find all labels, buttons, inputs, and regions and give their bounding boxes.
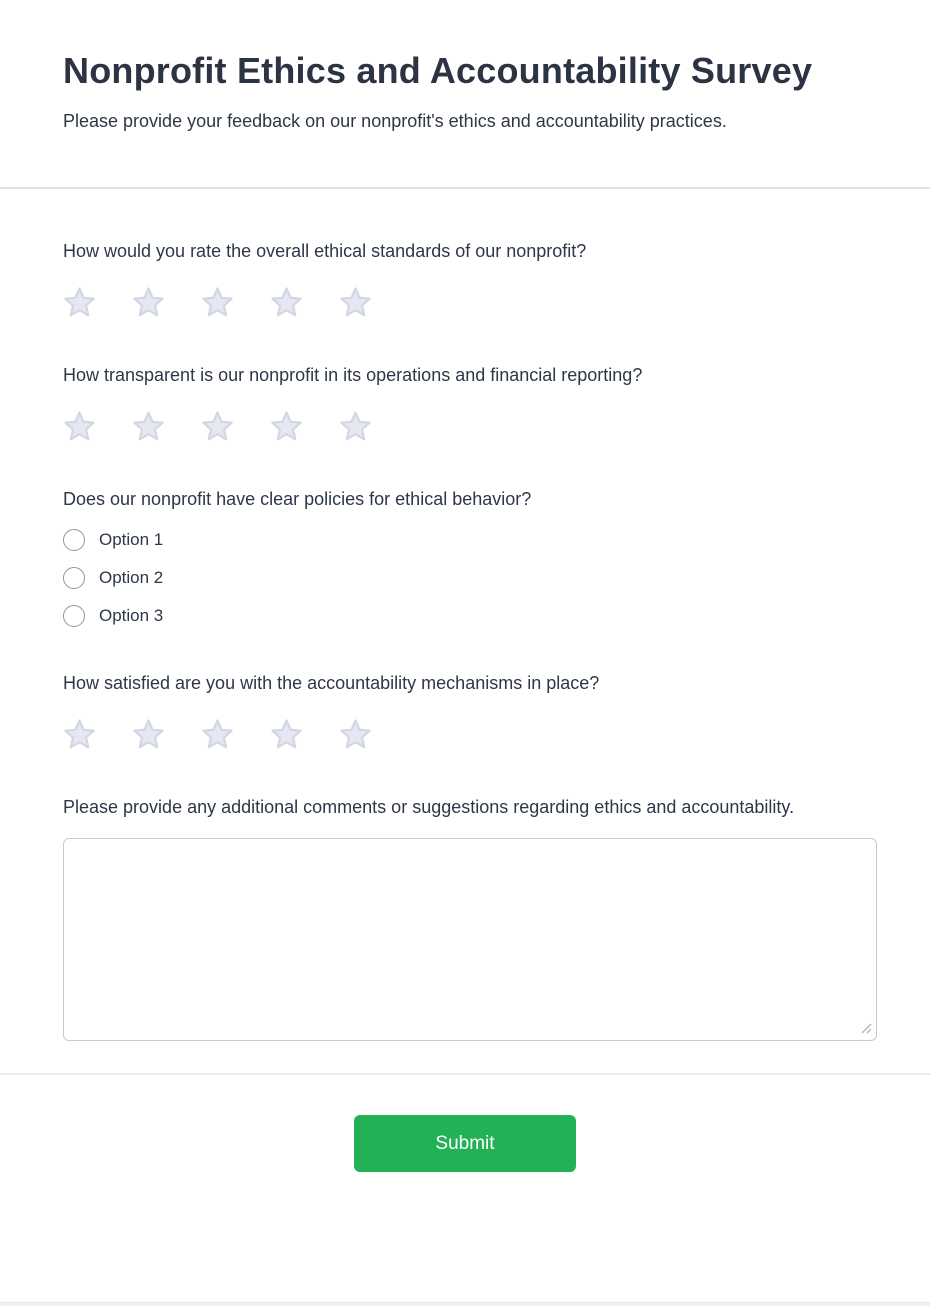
- survey-footer: [0, 1073, 930, 1219]
- star-rating-group: [63, 410, 867, 443]
- star-icon[interactable]: [270, 286, 303, 319]
- star-icon[interactable]: [339, 410, 372, 443]
- page-bottom-edge: [0, 1302, 930, 1306]
- star-rating-group: [63, 718, 867, 751]
- star-icon[interactable]: [201, 718, 234, 751]
- radio-button-icon[interactable]: [63, 529, 85, 551]
- page-title: Nonprofit Ethics and Accountability Survey: [63, 50, 813, 91]
- star-icon[interactable]: [63, 718, 96, 751]
- question-label: How transparent is our nonprofit in its operations and financial reporting?: [63, 365, 643, 385]
- radio-option-label: Option 1: [99, 530, 164, 549]
- radio-option-1[interactable]: [63, 529, 867, 551]
- star-icon[interactable]: [339, 286, 372, 319]
- star-icon[interactable]: [132, 286, 165, 319]
- radio-option-label: Option 2: [99, 568, 164, 587]
- star-icon[interactable]: [132, 718, 165, 751]
- comments-textarea-wrap: [63, 838, 877, 1041]
- question-comments: [63, 795, 867, 1041]
- star-icon[interactable]: [201, 286, 234, 319]
- star-icon[interactable]: [132, 410, 165, 443]
- question-label: Please provide any additional comments or suggestions regarding ethics and accountability.: [63, 797, 795, 817]
- star-rating-group: [63, 286, 867, 319]
- star-icon[interactable]: [270, 718, 303, 751]
- question-label: How would you rate the overall ethical standards of our nonprofit?: [63, 241, 587, 261]
- question-label: Does our nonprofit have clear policies for ethical behavior?: [63, 489, 532, 509]
- radio-option-3[interactable]: [63, 605, 867, 627]
- star-icon[interactable]: [201, 410, 234, 443]
- page-subtitle: Please provide your feedback on our nonprofit's ethics and accountability practices.: [63, 111, 727, 131]
- question-rating-transparency: [63, 363, 867, 443]
- star-icon[interactable]: [339, 718, 372, 751]
- comments-textarea[interactable]: [63, 838, 877, 1041]
- question-rating-accountability-satisfaction: [63, 671, 867, 751]
- radio-group: [63, 529, 867, 627]
- radio-option-2[interactable]: [63, 567, 867, 589]
- star-icon[interactable]: [63, 410, 96, 443]
- question-label: How satisfied are you with the accountability mechanisms in place?: [63, 673, 600, 693]
- radio-option-label: Option 3: [99, 606, 164, 625]
- survey-header: [0, 0, 930, 189]
- submit-button[interactable]: Submit: [354, 1115, 576, 1172]
- radio-button-icon[interactable]: [63, 567, 85, 589]
- question-rating-ethical-standards: [63, 239, 867, 319]
- radio-button-icon[interactable]: [63, 605, 85, 627]
- star-icon[interactable]: [63, 286, 96, 319]
- star-icon[interactable]: [270, 410, 303, 443]
- question-radio-clear-policies: [63, 487, 867, 627]
- questions-section: [0, 189, 930, 1073]
